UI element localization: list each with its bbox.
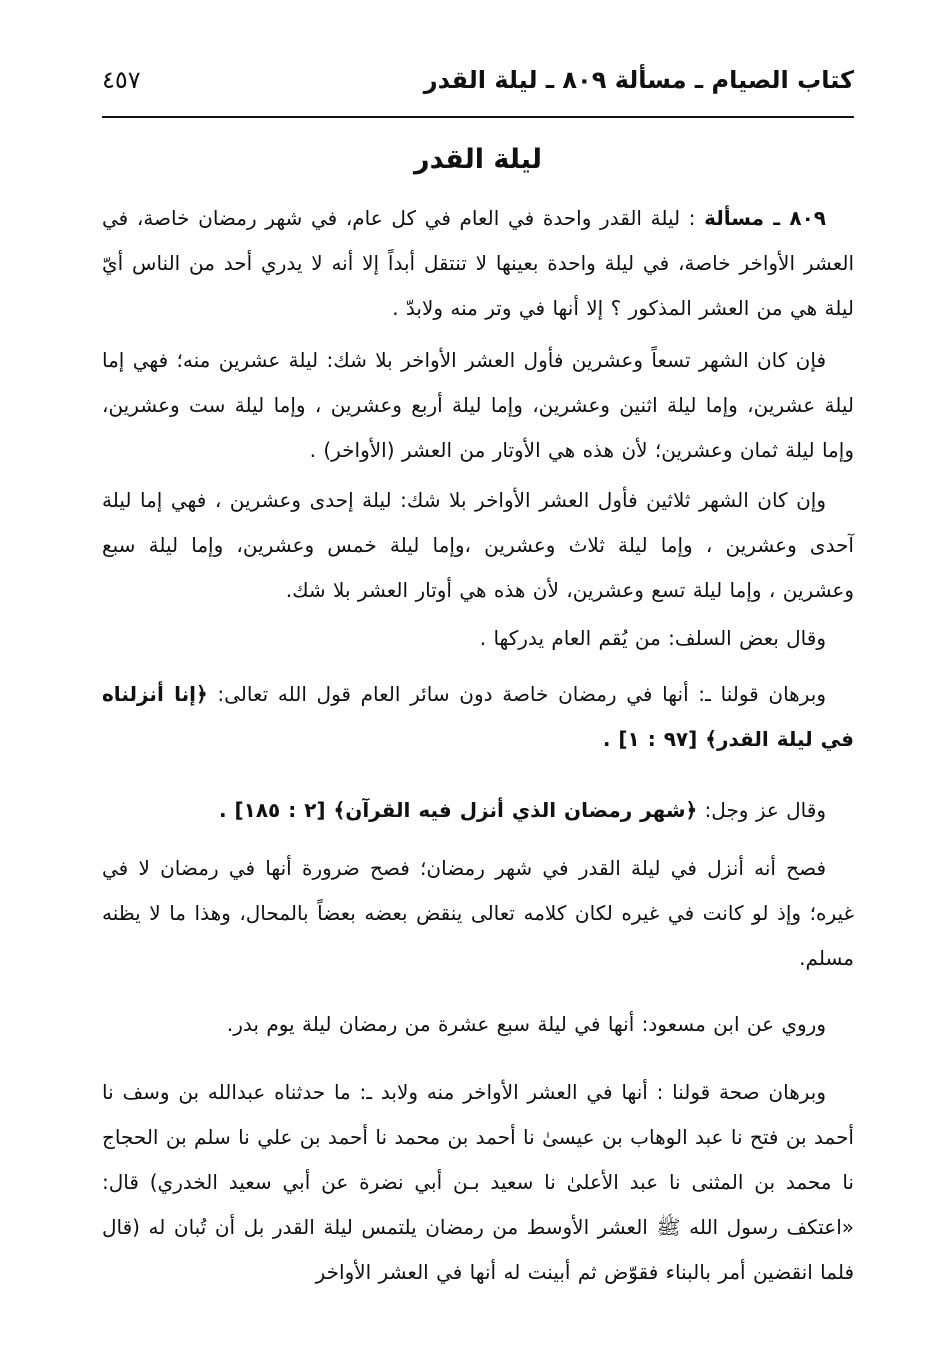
quran-reference: [٩٧ : ١] . <box>602 727 706 751</box>
running-head: كتاب الصيام ـ مسألة ٨٠٩ ـ ليلة القدر <box>423 66 854 94</box>
paragraph-hadith-proof <box>102 1070 854 1295</box>
paragraph-proof-quran-97 <box>102 672 854 762</box>
paragraph-salaf-saying <box>102 616 854 661</box>
paragraph-text: وقال بعض السلف: من يُقم العام يدركها . <box>479 626 826 650</box>
paragraph-29-days <box>102 338 854 473</box>
quran-quote: ﴿شهر رمضان الذي أنزل فيه القرآن﴾ <box>333 798 698 822</box>
paragraph-issue-809 <box>102 196 854 331</box>
header-rule <box>102 116 854 118</box>
paragraph-conclusion <box>102 846 854 981</box>
paragraph-text: وبرهان قولنا ـ: أنها في رمضان خاصة دون سائر العام قول الله تعالى: <box>207 682 826 706</box>
paragraph-text: : ليلة القدر واحدة في العام في كل عام، في شهر رمضان خاصة، في العشر الأواخر خاصة، في ليلة واحدة بعينها لا تنتقل أبداً إلا أنه لا يدري أحد من الناس أيّ ليلة هي من العشر المذكور ؟ إلا أنها في وتر منه ولابدّ . <box>102 206 854 320</box>
chapter-title: ليلة القدر <box>414 144 542 175</box>
quran-quote: ﴿إنا أنزلناه في ليلة القدر﴾ <box>102 682 854 751</box>
page-header <box>102 62 854 110</box>
paragraph-text: فصح أنه أنزل في ليلة القدر في شهر رمضان؛ فصح ضرورة أنها في رمضان لا في غيره؛ وإذ لو كانت في غيره لكان كلامه تعالى ينقض بعضه بعضاً بالمحال، وهذا ما لا يظنه مسلم. <box>102 856 854 970</box>
paragraph-text: وبرهان صحة قولنا : أنها في العشر الأواخر منه ولابد ـ: ما حدثناه عبدالله بن وسف نا أحمد بن فتح نا عبد الوهاب بن عيسىٰ نا أحمد بن محمد نا أحمد بن علي نا سلم بن الحجاج نا محمد بن المثنى نا عبد الأعلىٰ نا سعيد بـن أبي نضرة عن أبي سعيد الخدري) قال: «اعتكف رسول الله ﷺ العشر الأوسط من رمضان يلتمس ليلة القدر بل أن تُبان له (قال فلما انقضين أمر بالبناء فقوّض ثم أبينت له أنها في العشر الأواخر <box>102 1080 854 1284</box>
paragraph-text: وإن كان الشهر ثلاثين فأول العشر الأواخر بلا شك: ليلة إحدى وعشرين ، فهي إما ليلة آحدى وعشرين ، وإما ليلة ثلاث وعشرين ،وإما ليلة خمس وعشرين، وإما ليلة سبع وعشرين ، وإما ليلة تسع وعشرين، لأن هذه هي أوتار العشر بلا شك. <box>102 488 854 602</box>
quran-reference: [٢ : ١٨٥] . <box>218 798 334 822</box>
issue-number: ٨٠٩ ـ مسألة <box>704 206 826 230</box>
paragraph-proof-quran-2 <box>102 788 854 833</box>
paragraph-30-days <box>102 478 854 613</box>
paragraph-text: وروي عن ابن مسعود: أنها في ليلة سبع عشرة من رمضان ليلة يوم بدر. <box>226 1012 826 1036</box>
paragraph-ibn-masud <box>102 1002 854 1047</box>
paragraph-text: فإن كان الشهر تسعاً وعشرين فأول العشر الأواخر بلا شك: ليلة عشرين منه؛ فهي إما ليلة عشرين، وإما ليلة اثنين وعشرين، وإما ليلة أربع وعشرين ، وإما ليلة ست وعشرين، وإما ليلة ثمان وعشرين؛ لأن هذه هي الأوتار من العشر (الأواخر) . <box>102 348 854 462</box>
paragraph-text: وقال عز وجل: <box>697 798 826 822</box>
page-number: ٤٥٧ <box>102 66 141 94</box>
